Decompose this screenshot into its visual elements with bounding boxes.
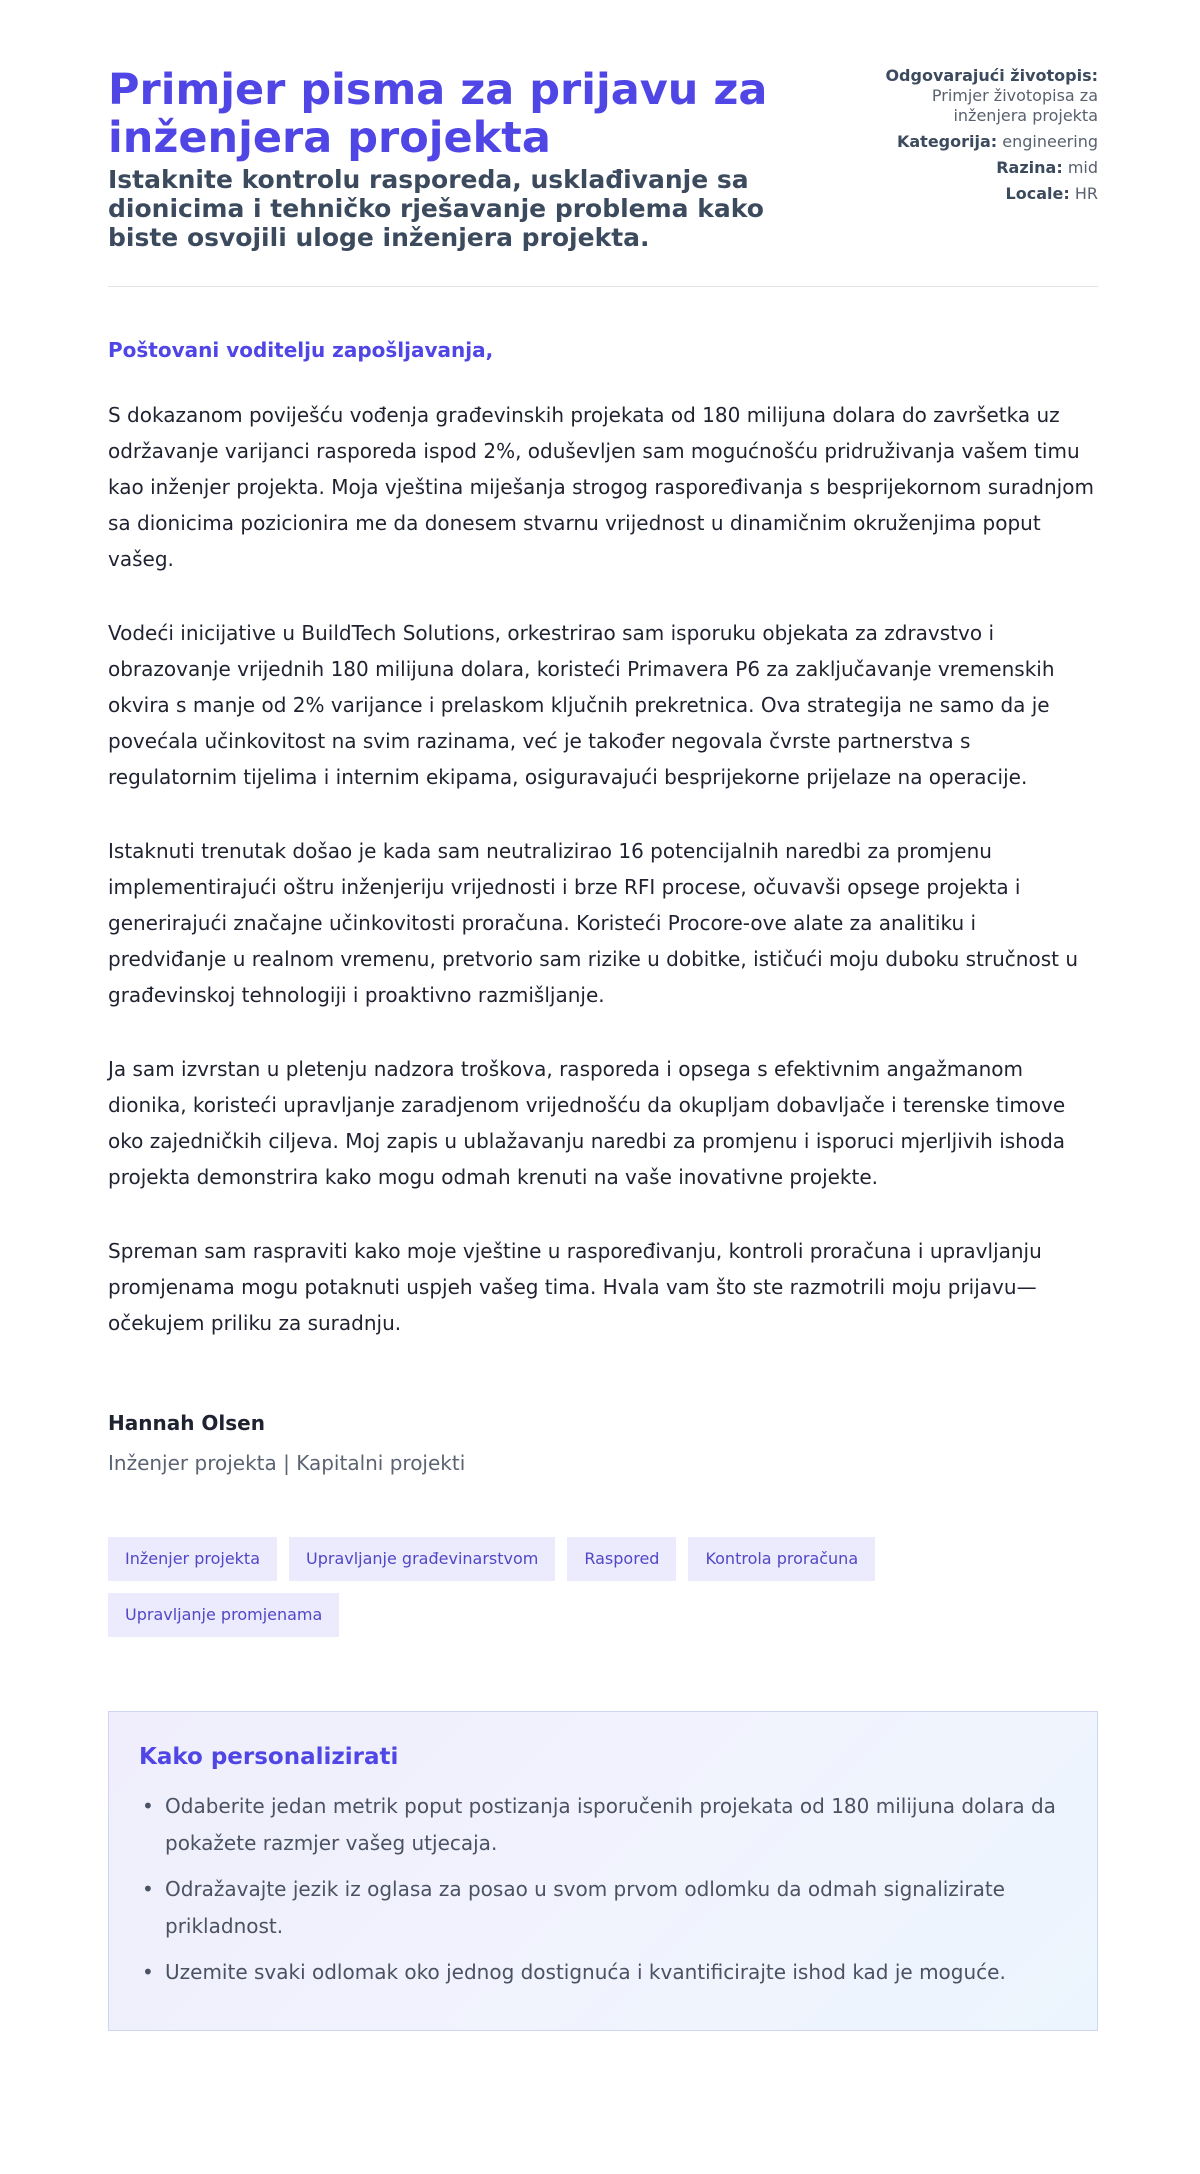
tag-chip[interactable]: Inženjer projekta [108, 1537, 277, 1581]
cover-letter-page [108, 66, 1098, 2031]
page-title: Primjer pisma za prijavu za inženjera projekta [108, 65, 768, 163]
meta-category-value: engineering [1002, 132, 1098, 151]
page-header [108, 66, 1098, 287]
meta-level [860, 158, 1098, 178]
signature-block [108, 1409, 1098, 1477]
tag-chip[interactable]: Kontrola proračuna [688, 1537, 875, 1581]
letter-paragraph: Ja sam izvrstan u pletenju nadzora troškova, rasporeda i opsega s efektivnim angažmanom dionika, koristeći upravljanje zaradjenom vrijednošću da okupljam dobavljače i terenske timove oko zajedničkih ciljeva. Moj zapis u ublažavanju naredbi za promjenu i isporuci mjerljivih ishoda projekta demonstrira kako mogu odmah krenuti na vaše inovativne projekte. [108, 1057, 1066, 1189]
meta-locale-label: Locale: [1005, 184, 1070, 203]
tag-chip[interactable]: Upravljanje promjenama [108, 1593, 339, 1637]
meta-locale [860, 184, 1098, 204]
meta-resume-value: Primjer životopisa za inženjera projekta [931, 86, 1098, 125]
tag-list [108, 1537, 968, 1649]
tips-list [139, 1788, 1067, 1991]
tips-list-item [139, 1871, 1067, 1945]
personalize-tips-box [108, 1711, 1098, 2031]
bullet-icon: • [142, 1794, 154, 1818]
meta-panel [860, 66, 1098, 210]
letter-greeting: Poštovani voditelju zapošljavanja, [108, 338, 494, 362]
tips-list-item [139, 1788, 1067, 1862]
meta-category-label: Kategorija: [896, 132, 998, 151]
tips-item-text: Uzemite svaki odlomak oko jednog dostignuća i kvantificirajte ishod kad je moguće. [165, 1960, 1006, 1984]
letter-paragraph: Istaknuti trenutak došao je kada sam neutralizirao 16 potencijalnih naredbi za promjenu implementirajući oštru inženjeriju vrijednosti i brze RFI procese, očuvavši opsege projekta i generirajući značajne učinkovitosti proračuna. Koristeći Procore-ove alate za analitiku i predviđanje u realnom vremenu, pretvorio sam rizike u dobitke, ističući moju duboku stručnost u građevinskoj tehnologiji i proaktivno razmišljanje. [108, 839, 1079, 1007]
tips-item-text: Odražavajte jezik iz oglasa za posao u svom prvom odlomku da odmah signalizirate prikladnost. [165, 1877, 1005, 1938]
header-titles [108, 66, 798, 252]
meta-level-label: Razina: [996, 158, 1063, 177]
letter-paragraph: Spreman sam raspraviti kako moje vještine u raspoređivanju, kontroli proračuna i upravljanju promjenama mogu potaknuti uspjeh vašeg tima. Hvala vam što ste razmotrili moju prijavu—očekujem priliku za suradnju. [108, 1239, 1042, 1335]
signature-title: Inženjer projekta | Kapitalni projekti [108, 1451, 466, 1475]
signature-name: Hannah Olsen [108, 1411, 265, 1435]
tag-chip[interactable]: Upravljanje građevinarstvom [289, 1537, 555, 1581]
tips-list-item [139, 1954, 1067, 1991]
page-subtitle: Istaknite kontrolu rasporeda, usklađivanje sa dionicima i tehničko rješavanje problema kako biste osvojili uloge inženjera projekta. [108, 165, 764, 252]
letter-paragraph: S dokazanom poviješću vođenja građevinskih projekata od 180 milijuna dolara do završetka uz održavanje varijanci rasporeda ispod 2%, oduševljen sam mogućnošću pridruživanja vašem timu kao inženjer projekta. Moja vještina miješanja strogog raspoređivanja s besprijekornom suradnjom sa dionicima pozicionira me da donesem stvarnu vrijednost u dinamičnim okruženjima poput vašeg. [108, 403, 1094, 571]
tag-chip[interactable]: Raspored [567, 1537, 676, 1581]
bullet-icon: • [142, 1960, 154, 1984]
bullet-icon: • [142, 1877, 154, 1901]
letter-body [108, 397, 1098, 1341]
meta-resume [860, 66, 1098, 126]
letter-paragraph: Vodeći inicijative u BuildTech Solutions, orkestrirao sam isporuku objekata za zdravstvo i obrazovanje vrijednih 180 milijuna dolara, koristeći Primavera P6 za zaključavanje vremenskih okvira s manje od 2% varijance i prelaskom ključnih prekretnica. Ova strategija ne samo da je povećala učinkovitost na svim razinama, već je također negovala čvrste partnerstva s regulatornim tijelima i internim ekipama, osiguravajući besprijekorne prijelaze na operacije. [108, 621, 1055, 789]
meta-level-value: mid [1067, 158, 1098, 177]
meta-resume-label: Odgovarajući životopis: [885, 66, 1098, 85]
tips-title: Kako personalizirati [139, 1744, 399, 1770]
meta-locale-value: HR [1074, 184, 1098, 203]
tips-item-text: Odaberite jedan metrik poput postizanja isporučenih projekata od 180 milijuna dolara da pokažete razmjer vašeg utjecaja. [165, 1794, 1056, 1855]
meta-category [860, 132, 1098, 152]
